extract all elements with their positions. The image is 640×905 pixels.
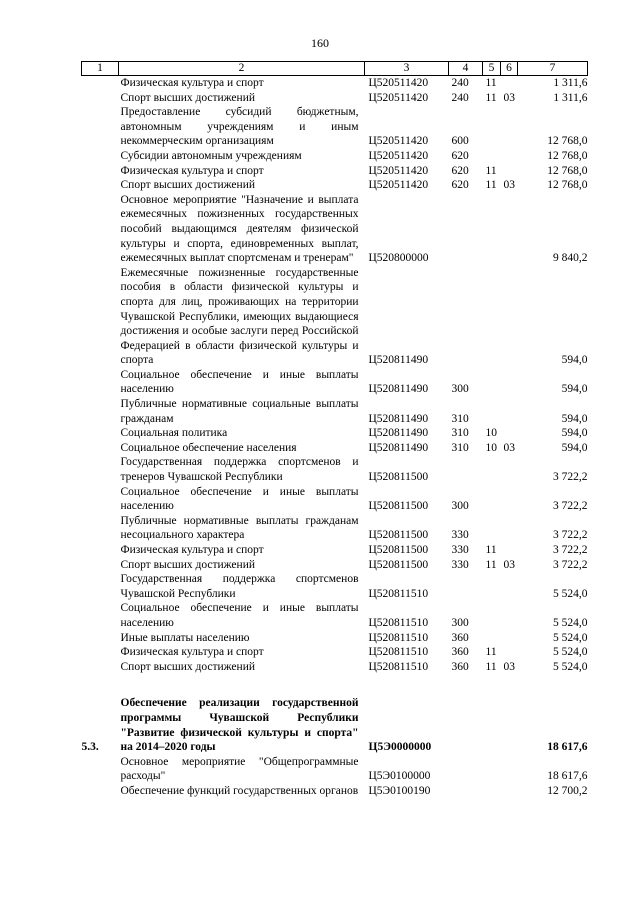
section-row [82,696,588,754]
cell-name: Субсидии автономным учреждениям [120,149,302,162]
cell-pr [501,397,518,426]
cell-num [82,631,119,646]
cell-kcsr: Ц520511420 [368,135,429,148]
cell-vr [449,696,483,754]
cell-rz [483,455,501,484]
cell-pr [501,149,518,164]
cell-vr [449,572,483,601]
cell-sum: 594,0 [561,412,588,425]
table-row [82,543,588,558]
cell-pr [501,193,518,266]
cell-sum: 594,0 [561,441,588,454]
cell-num [82,755,119,784]
cell-name: Спорт высших достижений [120,660,256,673]
cell-vr [449,455,483,484]
cell-sum: 5 524,0 [553,631,588,644]
cell-num: 5.3. [81,741,99,754]
header-col-2: 2 [119,62,365,76]
cell-vr: 360 [451,660,469,673]
cell-rz [483,631,501,646]
cell-pr: 03 [503,558,515,571]
cell-sum: 12 768,0 [547,164,588,177]
cell-name: Физическая культура и спорт [120,544,264,556]
cell-name: Социальное обеспечение и иные выплаты населению [120,485,359,513]
cell-kcsr: Ц520811510 [368,631,429,644]
cell-sum: 5 524,0 [553,660,588,673]
cell-rz [483,514,501,543]
table-row [82,426,588,441]
table-row [82,76,588,91]
cell-rz [483,193,501,266]
cell-num [82,485,119,514]
cell-sum: 3 722,2 [553,544,588,556]
cell-num [82,441,119,456]
cell-vr [449,193,483,266]
cell-sum: 12 768,0 [547,135,588,148]
cell-pr [501,105,518,149]
cell-num [82,543,119,558]
cell-rz: 11 [485,558,497,571]
cell-rz [483,397,501,426]
cell-name: Социальное обеспечение и иные выплаты населению [120,602,359,629]
cell-pr [501,601,518,630]
table-row [82,266,588,368]
cell-sum: 3 722,2 [553,500,588,513]
cell-vr: 600 [451,135,469,148]
cell-sum: 5 524,0 [553,587,588,600]
table-row [82,645,588,660]
cell-vr [449,784,483,799]
cell-kcsr: Ц520811490 [368,412,429,425]
cell-name: Физическая культура и спорт [120,77,264,89]
cell-num [82,76,119,91]
cell-name: Государственная поддержка спортсменов Чувашской Республики [120,573,359,600]
table-row [82,105,588,149]
cell-pr [501,164,518,179]
cell-sum: 12 700,2 [547,784,588,797]
cell-vr [449,755,483,784]
cell-pr [501,514,518,543]
cell-vr: 300 [451,383,469,396]
cell-vr: 620 [451,164,469,177]
cell-name: Социальное обеспечение населения [120,441,297,454]
cell-rz [483,601,501,630]
cell-num [82,164,119,179]
table-row [82,558,588,573]
table-row [82,149,588,164]
cell-pr [501,76,518,91]
cell-name: Социальное обеспечение и иные выплаты населению [120,368,359,396]
cell-sum: 594,0 [561,383,588,396]
cell-rz: 11 [485,91,497,104]
table-row [82,755,588,784]
table-row [82,485,588,514]
cell-pr: 03 [503,91,515,104]
cell-kcsr: Ц520511420 [368,179,429,192]
cell-vr [449,266,483,368]
cell-name: Основное мероприятие "Назначение и выплата ежемесячных пожизненных государственных пособий выдающимся деятелям физической культуры и спорта, единовременных выплат, ежемесячных выплат спортсменам и тренерам" [120,193,359,265]
cell-pr: 03 [503,660,515,673]
cell-rz: 11 [485,179,497,192]
cell-vr: 330 [451,529,469,542]
cell-rz [483,485,501,514]
cell-num [82,91,119,106]
cell-pr: 03 [503,441,515,454]
table-row [82,193,588,266]
cell-rz [483,755,501,784]
cell-rz: 11 [485,660,497,673]
cell-rz [483,266,501,368]
cell-rz: 11 [485,646,497,659]
cell-vr: 330 [451,544,469,556]
cell-pr [501,426,518,441]
cell-sum: 12 768,0 [547,179,588,192]
cell-kcsr: Ц520811510 [368,616,429,629]
cell-sum: 3 722,2 [553,471,588,484]
cell-num [82,193,119,266]
cell-pr [501,455,518,484]
cell-name: Иные выплаты населению [120,631,250,644]
spacer-cell [82,674,588,696]
table-header [82,62,588,76]
cell-kcsr: Ц520511420 [368,164,429,177]
cell-vr: 330 [451,558,469,571]
cell-rz: 11 [485,164,497,177]
cell-name: Ежемесячные пожизненные государственные пособия в области физической культуры и спорта для лиц, проживающих на территории Чувашской Республики, имеющих выдающиеся достижения и особые заслуги перед Российской Федерацией в области физической культуры и спорта [120,266,359,367]
cell-rz: 11 [485,77,497,89]
cell-sum: 1 311,6 [553,91,588,104]
cell-pr [501,266,518,368]
cell-sum: 5 524,0 [553,616,588,629]
cell-name: Публичные нормативные социальные выплаты гражданам [120,398,359,425]
cell-sum: 594,0 [561,354,588,367]
cell-num [82,601,119,630]
cell-name: Физическая культура и спорт [120,164,264,177]
cell-kcsr: Ц520811500 [368,529,429,542]
cell-kcsr: Ц5Э0000000 [368,741,432,754]
section-spacer [82,674,588,696]
cell-rz [483,368,501,397]
cell-vr: 360 [451,631,469,644]
cell-num [82,645,119,660]
cell-kcsr: Ц520811490 [368,427,429,440]
cell-vr: 310 [451,441,469,454]
cell-rz: 11 [485,544,497,556]
cell-pr [501,784,518,799]
cell-num [82,266,119,368]
header-col-5: 5 [483,62,501,76]
cell-vr: 620 [451,179,469,192]
cell-num [82,426,119,441]
cell-pr [501,645,518,660]
cell-pr [501,696,518,754]
cell-name: Основное мероприятие "Общепрограммные расходы" [120,755,359,783]
table-row [82,368,588,397]
cell-vr: 240 [451,91,469,104]
header-col-6: 6 [501,62,518,76]
cell-sum: 18 617,6 [547,741,588,754]
cell-kcsr: Ц520800000 [368,252,429,265]
cell-kcsr: Ц520811490 [368,383,429,396]
cell-kcsr: Ц5Э0100000 [368,770,431,783]
cell-name: Физическая культура и спорт [120,646,264,659]
cell-sum: 1 311,6 [553,77,588,89]
cell-pr [501,631,518,646]
table-row [82,514,588,543]
cell-name: Спорт высших достижений [120,179,256,192]
cell-name: Обеспечение реализации государственной программы Чувашской Республики "Развитие физической культуры и спорта" на 2014–2020 годы [120,697,359,754]
cell-num [82,105,119,149]
cell-pr [501,485,518,514]
cell-name: Спорт высших достижений [120,558,256,571]
cell-kcsr: Ц520811500 [368,544,429,556]
cell-num [82,178,119,193]
cell-vr: 360 [451,646,469,659]
table-row [82,572,588,601]
cell-rz [483,105,501,149]
cell-name: Предоставление субсидий бюджетным, автономным учреждениям и иным некоммерческим организациям [120,106,359,148]
cell-num [82,455,119,484]
cell-rz [483,784,501,799]
header-col-4: 4 [449,62,483,76]
table-row [82,601,588,630]
table-row [82,91,588,106]
cell-rz: 10 [485,441,497,454]
table-row [82,784,588,799]
table-row [82,164,588,179]
cell-kcsr: Ц520811500 [368,558,429,571]
cell-name: Обеспечение функций государственных органов [120,784,359,797]
cell-num [82,572,119,601]
cell-pr [501,755,518,784]
cell-kcsr: Ц520811510 [368,646,429,659]
cell-rz [483,696,501,754]
cell-rz [483,572,501,601]
cell-pr [501,572,518,601]
header-col-1: 1 [82,62,119,76]
table-row [82,631,588,646]
cell-num [82,660,119,675]
cell-sum: 12 768,0 [547,149,588,162]
header-row [82,62,588,76]
cell-num [82,558,119,573]
cell-kcsr: Ц520811510 [368,660,429,673]
cell-kcsr: Ц520511420 [368,77,429,89]
cell-rz [483,149,501,164]
cell-kcsr: Ц520811490 [368,441,429,454]
cell-sum: 9 840,2 [553,252,588,265]
cell-name: Государственная поддержка спортсменов и тренеров Чувашской Республики [120,456,359,484]
cell-kcsr: Ц520811500 [368,500,429,513]
cell-num [82,784,119,799]
table-row [82,660,588,675]
cell-kcsr: Ц520811500 [368,471,429,484]
header-col-3: 3 [365,62,449,76]
cell-pr: 03 [503,179,515,192]
table-body [82,76,588,799]
table-row [82,441,588,456]
cell-rz: 10 [485,427,497,440]
cell-num [82,368,119,397]
cell-vr: 240 [451,77,469,89]
cell-vr: 310 [451,427,469,440]
cell-num [82,397,119,426]
cell-kcsr: Ц5Э0100190 [368,784,431,797]
budget-table [81,61,588,799]
cell-num [82,514,119,543]
table-row [82,455,588,484]
table-row [82,397,588,426]
cell-name: Спорт высших достижений [120,91,256,104]
cell-num [82,149,119,164]
cell-pr [501,368,518,397]
cell-sum: 594,0 [561,427,588,440]
page-number: 160 [311,36,329,50]
cell-kcsr: Ц520511420 [368,91,429,104]
cell-pr [501,543,518,558]
cell-sum: 18 617,6 [547,770,588,783]
cell-vr: 300 [451,616,469,629]
cell-name: Социальная политика [120,427,228,440]
cell-sum: 3 722,2 [553,558,588,571]
cell-vr: 620 [451,149,469,162]
cell-sum: 5 524,0 [553,646,588,659]
header-col-7: 7 [518,62,588,76]
cell-vr: 300 [451,500,469,513]
cell-vr: 310 [451,412,469,425]
cell-name: Публичные нормативные выплаты гражданам несоциального характера [120,514,359,542]
cell-sum: 3 722,2 [553,529,588,542]
cell-kcsr: Ц520811510 [368,587,429,600]
cell-kcsr: Ц520511420 [368,149,429,162]
table-row [82,178,588,193]
cell-kcsr: Ц520811490 [368,354,429,367]
